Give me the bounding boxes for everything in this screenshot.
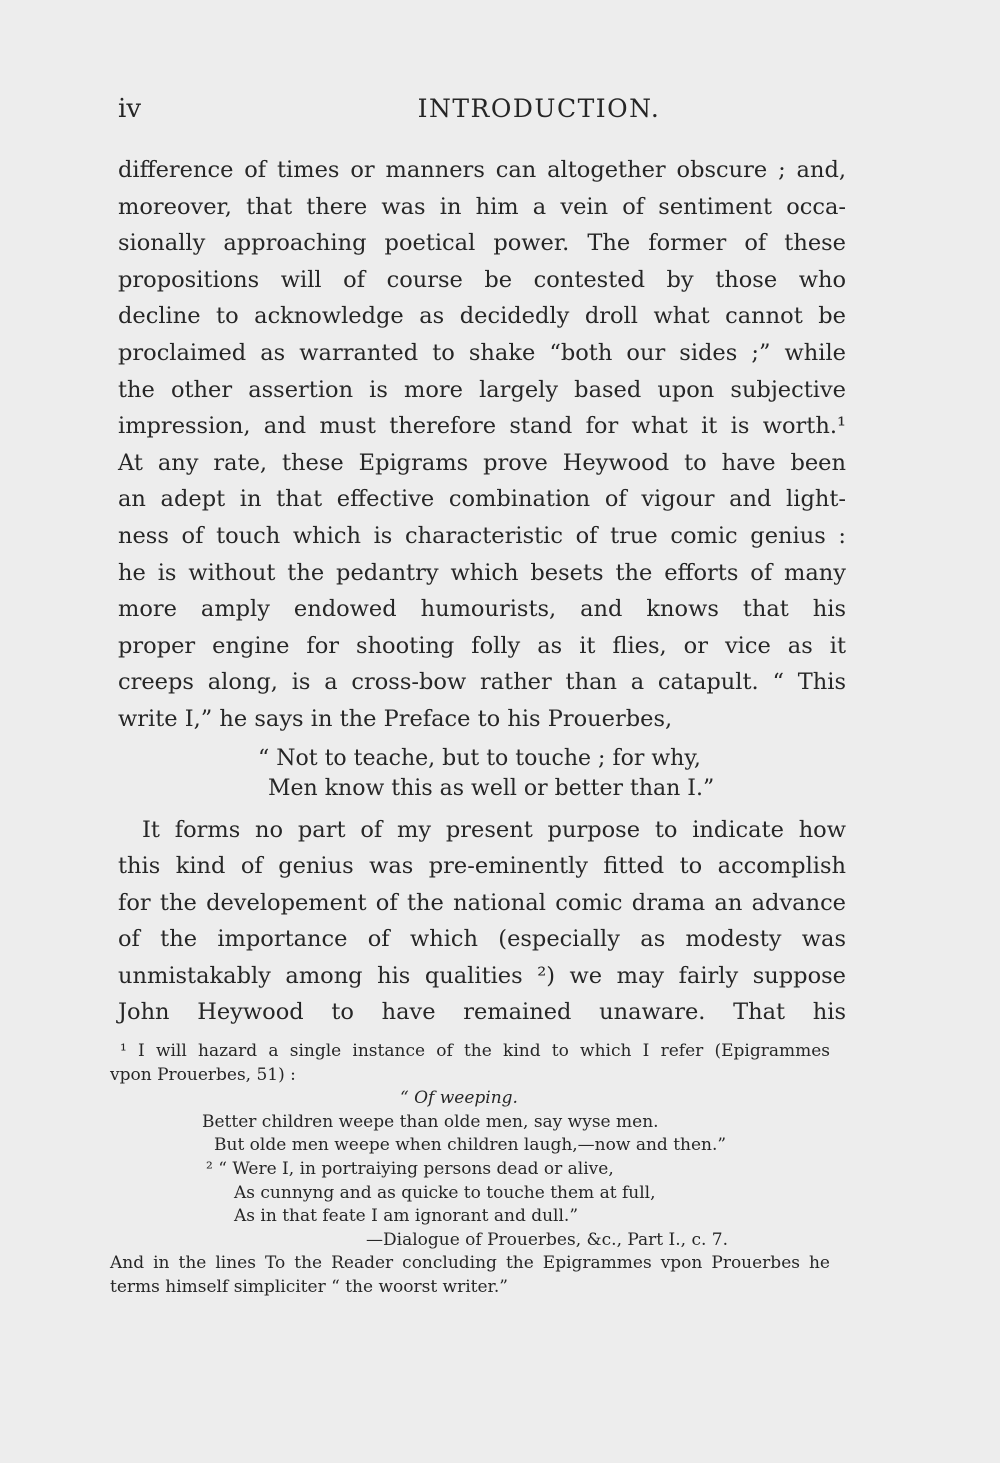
footnote-line: And in the lines To the Reader concluding the Epigrammes vpon Prouerbes he [110,1253,830,1274]
footnote-verse-title: “ Of weeping. [400,1088,518,1109]
page-number: iv [118,94,142,124]
body-line: John Heywood to have remained unaware. That his [118,999,846,1026]
body-line: decline to acknowledge as decidedly droll what cannot be [118,303,846,330]
body-line: unmistakably among his qualities ²) we may fairly suppose [118,962,846,989]
body-line: an adept in that effective combination of vigour and light- [118,486,846,513]
body-line: the other assertion is more largely based upon subjective [118,376,846,403]
body-line: this kind of genius was pre-eminently fitted to accomplish [118,853,846,880]
footnote-line: ¹ I will hazard a single instance of the kind to which I refer (Epigrammes [120,1041,830,1061]
footnotes [110,1040,830,1300]
verse-line: Men know this as well or better than I.” [268,775,715,801]
running-head: INTRODUCTION. [417,94,661,123]
body-line: creeps along, is a cross-bow rather than a catapult. “ This [118,669,846,696]
quoted-verse [118,744,846,804]
body-line: difference of times or manners can altogether obscure ; and, [118,157,846,183]
body-line: for the developement of the national comic drama an advance [118,889,846,916]
footnote-verse-line: As in that feate I am ignorant and dull.” [234,1206,579,1227]
body-line: It forms no part of my present purpose to indicate how [142,816,846,843]
footnote-verse-line: But olde men weepe when children laugh,—now and then.” [214,1135,727,1156]
body-line: moreover, that there was in him a vein of sentiment occa- [118,193,846,220]
footnote-line: terms himself simpliciter “ the woorst writer.” [110,1276,508,1297]
body-line: impression, and must therefore stand for what it is worth.¹ [118,413,846,440]
body-text [118,152,846,1031]
body-line: he is without the pedantry which besets the efforts of many [118,559,846,586]
body-line: propositions will of course be contested by those who [118,266,846,293]
body-line: proclaimed as warranted to shake “both our sides ;” while [118,339,846,366]
footnote-source: —Dialogue of Prouerbes, &c., Part I., c. 7. [366,1229,729,1250]
body-line: of the importance of which (especially as modesty was [118,926,846,953]
verse-line: “ Not to teache, but to touche ; for why, [258,745,701,771]
body-line: write I,” he says in the Preface to his Prouerbes, [118,705,673,732]
page-header [118,94,850,130]
body-line: proper engine for shooting folly as it flies, or vice as it [118,632,846,659]
footnote-line: vpon Prouerbes, 51) : [110,1064,296,1085]
body-line: ness of touch which is characteristic of true comic genius : [118,522,846,549]
body-line: At any rate, these Epigrams prove Heywood to have been [118,449,846,476]
body-line: sionally approaching poetical power. The former of these [118,230,846,257]
footnote-verse-line: As cunnyng and as quicke to touche them at full, [234,1182,656,1203]
body-line: more amply endowed humourists, and knows that his [118,596,846,623]
footnote-verse-line: ² “ Were I, in portraiying persons dead or alive, [206,1158,614,1179]
footnote-verse-line: Better children weepe than olde men, say wyse men. [202,1111,659,1132]
